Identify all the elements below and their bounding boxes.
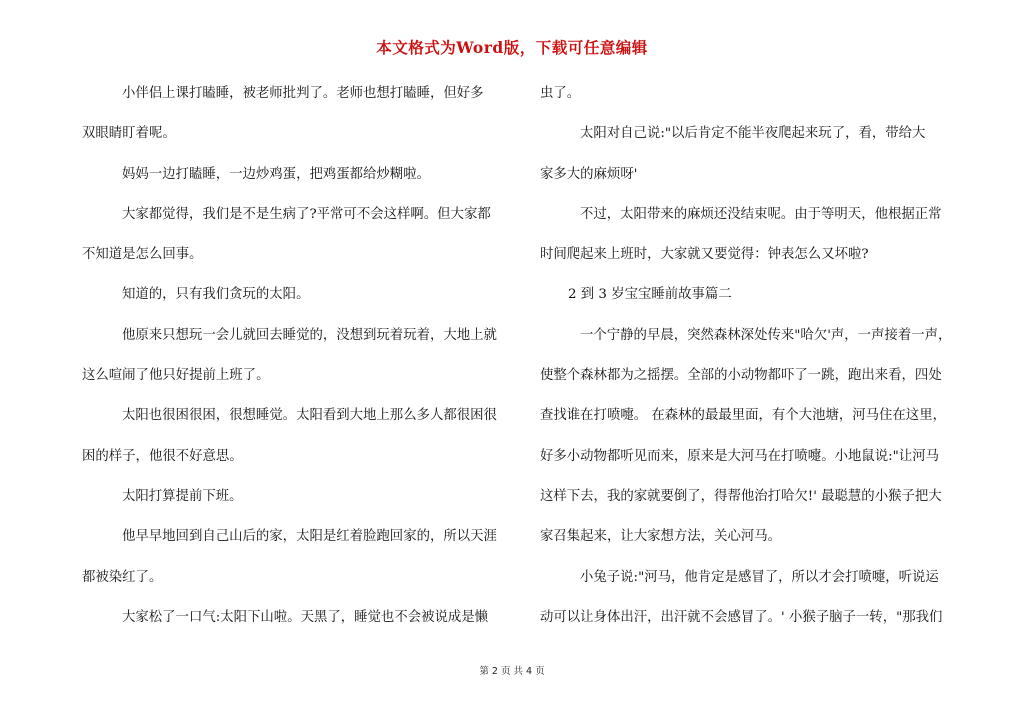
text-line: 太阳也很困很困，很想睡觉。太阳看到大地上那么多人都很困很 xyxy=(122,408,497,424)
text-line: 使整个森林都为之摇摆。全部的小动物都吓了一跳，跑出来看，四处 xyxy=(540,368,942,384)
document-header-title: 本文格式为Word版，下载可任意编辑 xyxy=(376,38,648,57)
text-line: 小兔子说:"河马，他肯定是感冒了，所以才会打喷嚏，听说运 xyxy=(580,569,939,585)
text-line: 不过，太阳带来的麻烦还没结束呢。由于等明天，他根据正常 xyxy=(580,206,942,222)
text-line: 妈妈一边打瞌睡，一边炒鸡蛋，把鸡蛋都给炒糊啦。 xyxy=(122,166,430,182)
text-line: 不知道是怎么回事。 xyxy=(82,247,203,263)
text-line: 虫了。 xyxy=(540,86,581,101)
text-line: 一个宁静的早晨，突然森林深处传来"哈欠'声，一声接着一声， xyxy=(580,327,952,343)
text-line: 太阳对自己说:"以后肯定不能半夜爬起来玩了，看，带给大 xyxy=(580,126,926,142)
text-line: 太阳打算提前下班。 xyxy=(122,488,243,504)
text-line: 他早早地回到自己山后的家，太阳是红着脸跑回家的，所以天涯 xyxy=(122,529,497,545)
text-line: 动可以让身体出汗，出汗就不会感冒了。' 小猴子脑子一转，"那我们 xyxy=(540,609,943,625)
text-line: 家多大的麻烦呀' xyxy=(540,166,638,182)
text-line: 好多小动物都听见而来，原来是大河马在打喷嚏。小地鼠说:"让河马 xyxy=(540,448,939,464)
text-line: 家召集起来，让大家想方法，关心河马。 xyxy=(540,529,782,545)
text-line: 大家都觉得，我们是不是生病了?平常可不会这样啊。但大家都 xyxy=(122,206,491,222)
section-heading: 2 到 3 岁宝宝睡前故事篇二 xyxy=(568,287,732,303)
text-line: 双眼睛盯着呢。 xyxy=(82,126,176,142)
text-line: 小伴侣上课打瞌睡，被老师批判了。老师也想打瞌睡，但好多 xyxy=(122,86,484,101)
text-line: 知道的，只有我们贪玩的太阳。 xyxy=(122,287,310,303)
text-line: 他原来只想玩一会儿就回去睡觉的，没想到玩着玩着，大地上就 xyxy=(122,327,497,343)
text-line: 查找谁在打喷嚏。 在森林的最最里面，有个大池塘，河马住在这里， xyxy=(540,408,946,424)
text-line: 大家松了一口气:太阳下山啦。天黑了，睡觉也不会被说成是懒 xyxy=(122,609,489,625)
text-line: 这样下去，我的家就要倒了，得帮他治打哈欠!' 最聪慧的小猴子把大 xyxy=(540,488,942,504)
right-text-column xyxy=(540,82,966,646)
text-line: 困的样子，他很不好意思。 xyxy=(82,448,243,464)
page-number-footer: 第 2 页 共 4 页 xyxy=(479,666,545,677)
text-line: 这么喧闹了他只好提前上班了。 xyxy=(82,368,270,384)
left-text-column xyxy=(82,82,504,646)
text-line: 都被染红了。 xyxy=(82,569,163,585)
text-line: 时间爬起来上班时，大家就又要觉得：钟表怎么又坏啦? xyxy=(540,247,869,263)
